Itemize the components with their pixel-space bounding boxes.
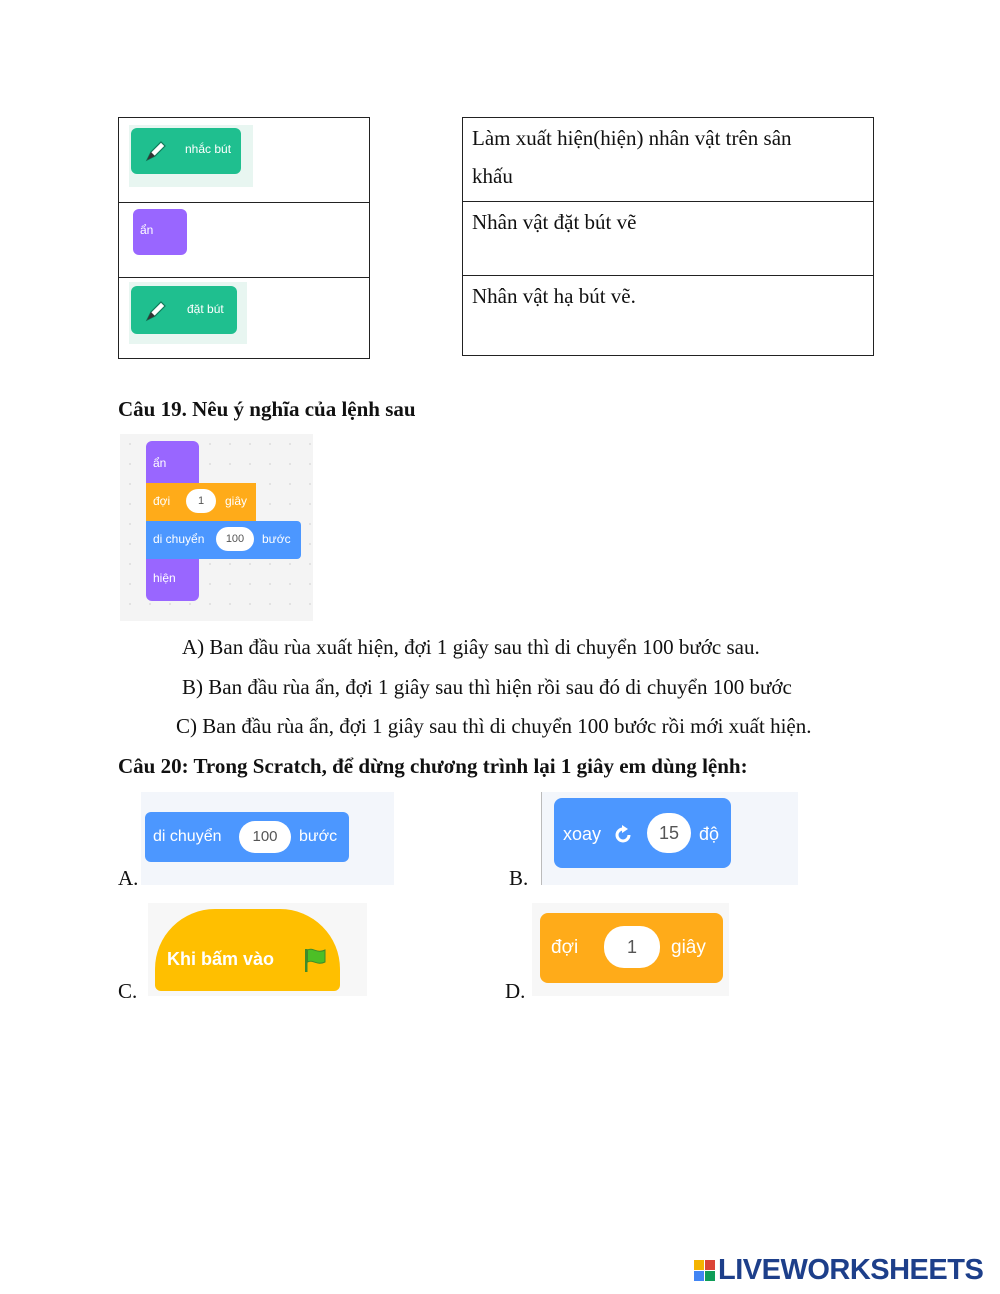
block-cell-1[interactable] [119, 118, 370, 203]
wait-seconds-input[interactable]: 1 [604, 926, 660, 968]
block-label: ẩn [153, 456, 167, 470]
description-cell-2[interactable] [463, 202, 874, 276]
question-20-title: Câu 20: Trong Scratch, để dừng chương trình lại 1 giây em dùng lệnh: [118, 754, 748, 778]
description-column [462, 117, 874, 356]
block-label: xoay [563, 824, 602, 844]
block-label: giây [225, 494, 248, 508]
q19-script-area [120, 434, 313, 621]
move-steps-input[interactable]: 100 [239, 821, 291, 853]
block-label: bước [262, 532, 291, 546]
description-line: Làm xuất hiện(hiện) nhân vật trên sân [472, 126, 792, 150]
q20-choice-b-letter[interactable]: B. [509, 866, 529, 890]
wait-block [146, 483, 256, 521]
block-cell-2[interactable] [119, 203, 370, 278]
block-label: Khi bấm vào [167, 949, 275, 969]
q20-choice-a-letter[interactable]: A. [118, 866, 139, 890]
block-label: đặt bút [187, 302, 224, 316]
block-label: hiện [153, 571, 176, 585]
q20-choice-a-image[interactable] [141, 792, 394, 885]
q20-choice-c-image[interactable] [148, 903, 367, 996]
hide-block [146, 441, 199, 483]
block-label: đợi [551, 937, 579, 958]
move-steps-input[interactable]: 100 [216, 527, 254, 551]
move-block [145, 812, 349, 862]
q19-option-b[interactable]: B) Ban đầu rùa ẩn, đợi 1 giây sau thì hiện rồi sau đó di chuyển 100 bước [182, 675, 792, 699]
wait-block [540, 913, 723, 983]
logo-text: LIVEWORKSHEETS [718, 1254, 984, 1286]
block-label: di chuyển [153, 828, 222, 845]
pen-icon [143, 298, 169, 324]
liveworksheets-logo [694, 1254, 983, 1287]
block-label: đợi [153, 494, 171, 508]
question-19-title: Câu 19. Nêu ý nghĩa của lệnh sau [118, 397, 416, 421]
q20-choice-d-image[interactable] [532, 903, 729, 996]
description-line: Nhân vật đặt bút vẽ [472, 210, 637, 234]
description-cell-1[interactable] [463, 118, 874, 202]
block-cell-3[interactable] [119, 278, 370, 359]
q19-option-c[interactable]: C) Ban đầu rùa ẩn, đợi 1 giây sau thì di chuyển 100 bước rồi mới xuất hiện. [176, 714, 812, 738]
block-label: di chuyển [153, 532, 205, 546]
turn-block [554, 798, 731, 868]
show-block [146, 559, 199, 601]
pen-icon [143, 138, 169, 164]
q19-option-a[interactable]: A) Ban đầu rùa xuất hiện, đợi 1 giây sau thì di chuyển 100 bước sau. [182, 635, 760, 659]
block-label: nhắc bút [185, 142, 232, 156]
block-label: bước [299, 828, 338, 845]
rotate-clockwise-icon [611, 823, 635, 847]
description-line: khấu [472, 164, 513, 188]
when-flag-clicked-block [155, 909, 340, 991]
description-cell-3[interactable] [463, 276, 874, 356]
block-label: giây [671, 937, 706, 958]
block-label: ẩn [140, 223, 154, 237]
green-flag-icon [301, 946, 329, 974]
pen-down-block[interactable] [131, 286, 237, 334]
q20-choice-b-image[interactable] [541, 792, 798, 885]
hide-block[interactable] [133, 209, 187, 255]
logo-icon [694, 1260, 715, 1281]
block-label: độ [699, 824, 720, 844]
move-block [146, 521, 301, 559]
q20-choice-d-letter[interactable]: D. [505, 979, 526, 1003]
q20-choice-c-letter[interactable]: C. [118, 979, 138, 1003]
wait-seconds-input[interactable]: 1 [186, 489, 216, 513]
pen-up-block[interactable] [131, 128, 241, 174]
block-column [118, 117, 370, 359]
turn-degrees-input[interactable]: 15 [647, 813, 691, 853]
description-line: Nhân vật hạ bút vẽ. [472, 284, 636, 308]
